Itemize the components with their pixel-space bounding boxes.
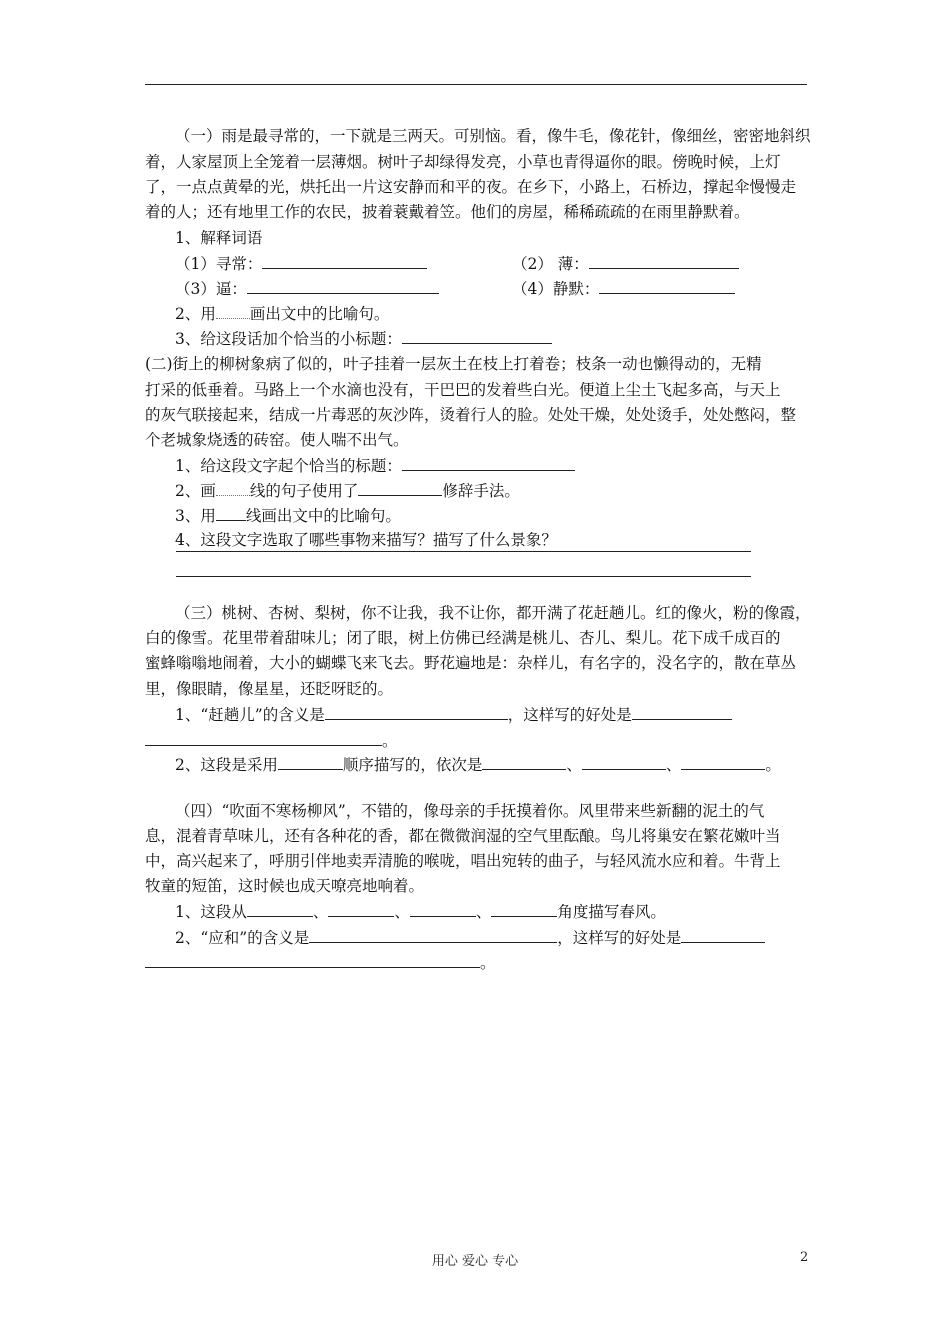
answer-blank[interactable]	[589, 253, 739, 269]
s2-paragraph-line: 个老城象烧透的砖窑。使人喘不出气。	[145, 431, 409, 449]
s4-paragraph-line: 牧童的短笛，这时候也成天嘹亮地响着。	[145, 877, 425, 895]
page-number: 2	[800, 1250, 809, 1265]
answer-blank[interactable]	[358, 480, 442, 496]
s1-paragraph-line: （一）雨是最寻常的，一下就是三两天。可别恼。看，像牛毛，像花针，像细丝，密密地斜织	[175, 127, 811, 145]
answer-blank[interactable]	[325, 704, 508, 720]
answer-blank[interactable]	[309, 927, 557, 943]
answer-blank[interactable]	[491, 901, 557, 917]
s3-paragraph-line: （三）桃树、杏树、梨树，你不让我，我不让你，都开满了花赶趟儿。红的像火，粉的像霞，	[175, 604, 811, 622]
label: 、	[566, 756, 582, 774]
s2-question-4: 4、这段文字选取了哪些事物来描写？描写了什么景象？	[175, 531, 557, 549]
s2-paragraph-line: 打采的低垂着。马路上一个水滴也没有，干巴巴的发着些白光。便道上尘土飞起多高，与天上	[145, 381, 781, 399]
answer-blank[interactable]	[482, 754, 566, 770]
label: 、	[475, 903, 492, 921]
s2-question-2	[175, 480, 520, 501]
page-footer: 用心 爱心 专心	[431, 1254, 519, 1269]
s3-question-1	[175, 704, 732, 725]
answer-blank[interactable]	[145, 952, 480, 968]
wavy-line-sample	[216, 303, 250, 319]
line-sample-blank	[216, 505, 246, 521]
label: 1、这段从	[175, 903, 247, 921]
s3-question-2	[175, 754, 781, 775]
label: 2、这段是采用	[175, 756, 278, 774]
answer-blank[interactable]	[681, 927, 765, 943]
answer-blank[interactable]	[681, 754, 765, 770]
label: 3、给这段话加个恰当的小标题：	[175, 330, 402, 348]
label: 2、用	[175, 305, 216, 323]
label: 画出文中的比喻句。	[249, 305, 390, 323]
wavy-line-sample	[216, 480, 250, 496]
label: （2） 薄：	[512, 255, 589, 273]
s4-paragraph-line: 息，混着青草味儿，还有各种花的香，都在微微润湿的空气里酝酿。鸟儿将巢安在繁花嫩叶当	[145, 827, 781, 845]
label: 2、画	[175, 482, 216, 500]
s2-paragraph-line: 的灰气联接起来，结成一片毒恶的灰沙阵，烫着行人的脸。处处干燥，处处烫手，处处憋闷，整	[145, 406, 797, 424]
s1-question-3	[175, 328, 552, 349]
answer-blank[interactable]	[582, 754, 666, 770]
label: 。	[382, 732, 398, 750]
s3-paragraph-line: 白的像雪。花里带着甜味儿；闭了眼，树上仿佛已经满是桃儿、杏儿、梨儿。花下成千成百的	[145, 629, 781, 647]
answer-line[interactable]	[176, 551, 751, 552]
s3-paragraph-line: 里，像眼睛，像星星，还眨呀眨的。	[145, 680, 394, 698]
label: 1、给这段文字起个恰当的标题：	[175, 457, 402, 475]
answer-blank[interactable]	[328, 901, 394, 917]
s4-paragraph-line: 中，高兴起来了，呼朋引伴地卖弄清脆的喉咙，唱出宛转的曲子，与轻风流水应和着。牛背上	[145, 852, 781, 870]
answer-blank[interactable]	[145, 730, 382, 746]
label: 顺序描写的，依次是	[342, 756, 483, 774]
label: 。	[765, 756, 781, 774]
s2-question-1	[175, 455, 575, 476]
answer-blank[interactable]	[410, 901, 476, 917]
label: ，这样写的好处是	[507, 706, 632, 724]
answer-blank[interactable]	[402, 328, 552, 344]
answer-blank[interactable]	[247, 901, 313, 917]
answer-blank[interactable]	[278, 754, 343, 770]
s3-question-1-cont	[145, 730, 398, 751]
s2-question-3	[175, 505, 401, 526]
label: （1）寻常：	[175, 255, 263, 273]
label: 3、用	[175, 507, 216, 525]
label: 线画出文中的比喻句。	[245, 507, 401, 525]
answer-blank[interactable]	[632, 704, 732, 720]
label: 1、“赶趟儿”的含义是	[175, 706, 325, 724]
answer-blank[interactable]	[247, 278, 439, 294]
label: 线的句子使用了	[249, 482, 359, 500]
s4-question-2-cont	[145, 952, 496, 973]
s4-question-2	[175, 927, 765, 948]
s4-question-1	[175, 901, 666, 922]
s1-q1-item-3	[175, 278, 439, 299]
s1-question-1: 1、解释词语	[175, 229, 263, 247]
label: 修辞手法。	[442, 482, 520, 500]
label: ，这样写的好处是	[557, 929, 682, 947]
label: （4）静默：	[512, 280, 600, 298]
label: 、	[394, 903, 410, 921]
header-rule	[145, 84, 807, 85]
label: 。	[480, 954, 496, 972]
label: 2、“应和”的含义是	[175, 929, 310, 947]
s1-question-2	[175, 303, 389, 324]
s1-q1-item-2	[512, 253, 739, 274]
answer-blank[interactable]	[402, 455, 575, 471]
label: 、	[312, 903, 329, 921]
s1-q1-item-1	[175, 253, 427, 274]
label: 角度描写春风。	[557, 903, 666, 921]
label: 、	[665, 756, 682, 774]
s1-paragraph-line: 着，人家屋顶上全笼着一层薄烟。树叶子却绿得发亮，小草也青得逼你的眼。傍晚时候，上灯	[145, 153, 781, 171]
label: （3）逼：	[175, 280, 247, 298]
s1-paragraph-line: 着的人；还有地里工作的农民，披着蓑戴着笠。他们的房屋，稀稀疏疏的在雨里静默着。	[145, 203, 750, 221]
s3-paragraph-line: 蜜蜂嗡嗡地闹着，大小的蝴蝶飞来飞去。野花遍地是：杂样儿，有名字的，没名字的，散在草丛	[145, 654, 797, 672]
s4-paragraph-line: （四）“吹面不寒杨柳风”，不错的，像母亲的手抚摸着你。风里带来些新翻的泥土的气	[175, 802, 765, 820]
s1-q1-item-4	[512, 278, 735, 299]
answer-line[interactable]	[176, 576, 751, 577]
answer-blank[interactable]	[599, 278, 735, 294]
answer-blank[interactable]	[262, 253, 427, 269]
s1-paragraph-line: 了，一点点黄晕的光，烘托出一片这安静而和平的夜。在乡下，小路上，石桥边，撑起伞慢慢走	[145, 178, 797, 196]
s2-paragraph-line: (二)街上的柳树象病了似的，叶子挂着一层灰土在枝上打着卷；枝条一动也懒得动的，无精	[145, 355, 762, 373]
